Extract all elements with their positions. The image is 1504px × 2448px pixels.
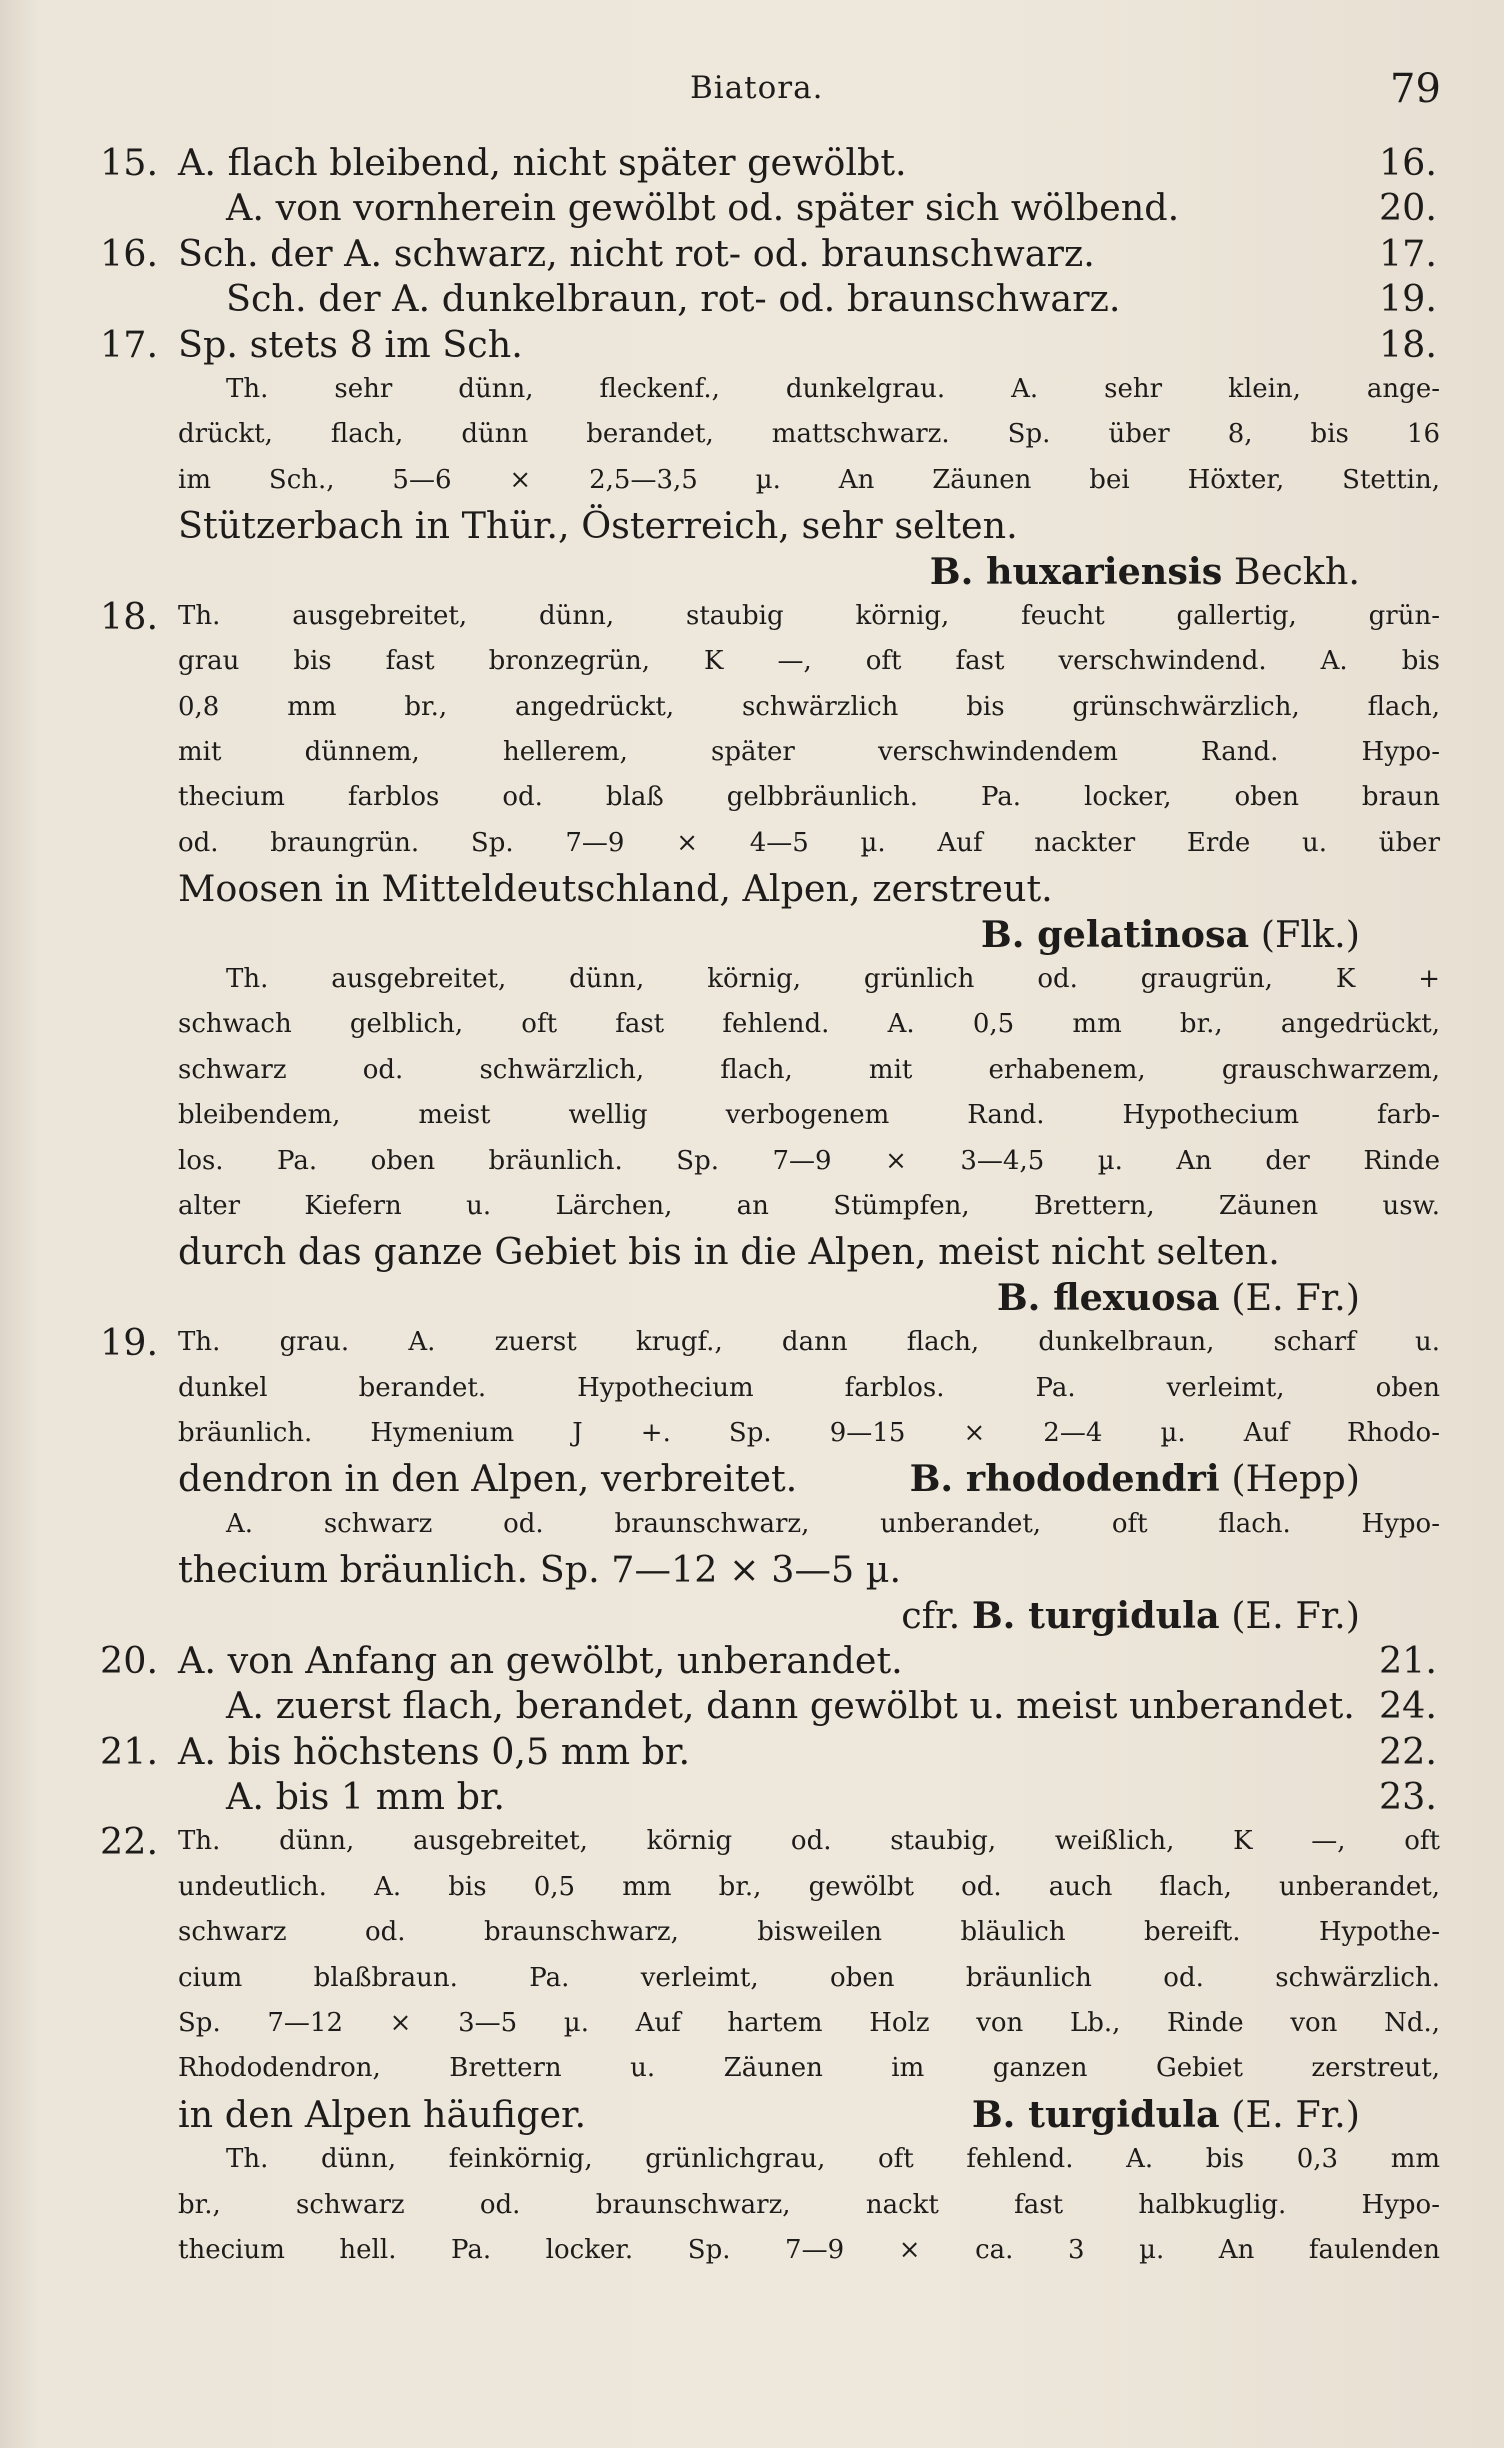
key-line-text: grau bis fast bronzegrün, K —, oft fast verschwindend. A. bis	[178, 646, 1440, 677]
couplet-number: 21.	[100, 1729, 159, 1773]
key-line-text: Th. dünn, ausgebreitet, körnig od. staubig, weißlich, K —, oft	[178, 1826, 1440, 1857]
key-line	[100, 1002, 1440, 1047]
species-binomial: B. huxariensis	[929, 549, 1223, 593]
key-line-text: Sp. 7—12 × 3—5 µ. Auf hartem Holz von Lb., Rinde von Nd.,	[178, 2008, 1440, 2039]
key-line-text: A. flach bleibend, nicht später gewölbt.	[178, 141, 907, 184]
key-line	[100, 957, 1440, 1002]
key-line	[100, 231, 1440, 276]
key-line	[100, 1956, 1440, 2001]
key-line-text: schwach gelblich, oft fast fehlend. A. 0,5 mm br., angedrückt,	[178, 1009, 1440, 1040]
key-line-text: bräunlich. Hymenium J +. Sp. 9—15 × 2—4 µ. Auf Rhodo-	[178, 1417, 1440, 1448]
species-author: (E. Fr.)	[1231, 1593, 1360, 1637]
key-line	[100, 1865, 1440, 1910]
species-author: (Flk.)	[1260, 912, 1360, 956]
key-line-text: in den Alpen häufiger.	[178, 2092, 587, 2136]
key-line-text: drückt, flach, dünn berandet, mattschwarz. Sp. über 8, bis 16	[178, 419, 1440, 450]
key-line-text: Th. ausgebreitet, dünn, staubig körnig, feucht gallertig, grün-	[178, 600, 1440, 631]
species-binomial: B. rhododendri	[909, 1457, 1220, 1501]
key-line	[100, 1638, 1440, 1683]
species-name	[997, 1275, 1360, 1320]
key-line	[100, 2092, 1440, 2137]
key-line	[100, 1547, 1440, 1592]
key-line-text: schwarz od. schwärzlich, flach, mit erhabenem, grauschwarzem,	[178, 1054, 1440, 1085]
key-line-text: A. bis 1 mm br.	[226, 1775, 505, 1819]
key-line	[100, 2001, 1440, 2046]
species-author: Beckh.	[1233, 549, 1360, 593]
key-line-text: bleibendem, meist wellig verbogenem Rand. Hypothecium farb-	[178, 1100, 1440, 1131]
key-line-text: schwarz od. braunschwarz, bisweilen bläulich bereift. Hypothe-	[178, 1917, 1440, 1948]
key-line-text: Sch. der A. dunkelbraun, rot- od. braunschwarz.	[226, 277, 1121, 321]
lead-reference: 20.	[1378, 186, 1437, 230]
lead-reference: 22.	[1378, 1729, 1437, 1773]
species-binomial: B. gelatinosa	[980, 912, 1250, 956]
couplet-number: 17.	[100, 322, 159, 366]
key-line	[100, 1048, 1440, 1093]
key-line	[100, 1275, 1440, 1320]
key-line-text: od. braungrün. Sp. 7—9 × 4—5 µ. Auf nackter Erde u. über	[178, 827, 1440, 858]
key-line-text: los. Pa. oben bräunlich. Sp. 7—9 × 3—4,5 µ. An der Rinde	[178, 1145, 1440, 1176]
key-line	[100, 549, 1440, 594]
key-line	[100, 2137, 1440, 2182]
key-line	[100, 821, 1440, 866]
species-name	[972, 2092, 1360, 2137]
lead-reference: 19.	[1378, 277, 1437, 321]
key-line-text: cium blaßbraun. Pa. verleimt, oben bräunlich od. schwärzlich.	[178, 1962, 1440, 1993]
lead-reference: 16.	[1378, 141, 1437, 184]
key-line	[100, 2183, 1440, 2228]
key-line	[100, 2046, 1440, 2091]
key-line	[100, 866, 1440, 911]
key-line	[100, 412, 1440, 457]
key-line-text: Rhododendron, Brettern u. Zäunen im ganzen Gebiet zerstreut,	[178, 2053, 1440, 2084]
species-name	[930, 549, 1360, 594]
couplet-number: 18.	[100, 594, 159, 638]
key-line	[100, 685, 1440, 730]
key-line	[100, 594, 1440, 639]
key-line	[100, 1411, 1440, 1456]
running-header-title: Biatora.	[690, 70, 824, 106]
couplet-number: 22.	[100, 1820, 159, 1864]
key-line	[100, 912, 1440, 957]
lead-reference: 18.	[1378, 322, 1437, 366]
key-line	[100, 1502, 1440, 1547]
couplet-number: 15.	[100, 141, 159, 184]
key-line-text: Sch. der A. schwarz, nicht rot- od. braunschwarz.	[178, 231, 1095, 275]
key-line-text: A. von Anfang an gewölbt, unberandet.	[178, 1638, 903, 1682]
key-line-text: 0,8 mm br., angedrückt, schwärzlich bis grünschwärzlich, flach,	[178, 691, 1440, 722]
key-line	[100, 730, 1440, 775]
key-line	[100, 322, 1440, 367]
key-line	[100, 458, 1440, 503]
key-line	[100, 1139, 1440, 1184]
species-binomial: B. turgidula	[971, 2092, 1220, 2136]
species-name	[910, 1456, 1360, 1501]
key-line	[100, 2228, 1440, 2273]
species-author: (E. Fr.)	[1231, 2092, 1360, 2136]
key-line-text: durch das ganze Gebiet bis in die Alpen, meist nicht selten.	[178, 1230, 1280, 1274]
key-line	[100, 140, 1440, 185]
species-author: (Hepp)	[1231, 1457, 1360, 1501]
key-line-text: Th. grau. A. zuerst krugf., dann flach, dunkelbraun, scharf u.	[178, 1327, 1440, 1358]
key-line-text: dunkel berandet. Hypothecium farblos. Pa. verleimt, oben	[178, 1372, 1440, 1403]
key-line-text: Sp. stets 8 im Sch.	[178, 322, 523, 366]
lead-reference: 21.	[1378, 1638, 1437, 1682]
key-line-text: A. zuerst flach, berandet, dann gewölbt u. meist unberandet.	[226, 1684, 1355, 1728]
couplet-number: 16.	[100, 231, 159, 275]
key-line	[100, 1729, 1440, 1774]
key-line-text: Moosen in Mitteldeutschland, Alpen, zerstreut.	[178, 867, 1053, 911]
key-text-body	[100, 140, 1440, 2273]
species-author: (E. Fr.)	[1231, 1275, 1360, 1319]
key-line-text: thecium hell. Pa. locker. Sp. 7—9 × ca. 3 µ. An faulenden	[178, 2234, 1440, 2265]
species-name	[901, 1593, 1360, 1638]
key-line	[100, 1366, 1440, 1411]
lead-reference: 23.	[1378, 1775, 1437, 1819]
species-binomial: B. flexuosa	[996, 1275, 1220, 1319]
key-line-text: alter Kiefern u. Lärchen, an Stümpfen, Brettern, Zäunen usw.	[178, 1190, 1440, 1221]
key-line	[100, 185, 1440, 230]
key-line	[100, 1683, 1440, 1728]
key-line-text: Th. ausgebreitet, dünn, körnig, grünlich od. graugrün, K +	[226, 964, 1440, 995]
key-line-text: im Sch., 5—6 × 2,5—3,5 µ. An Zäunen bei Höxter, Stettin,	[178, 464, 1440, 495]
key-line-text: mit dünnem, hellerem, später verschwindendem Rand. Hypo-	[178, 737, 1440, 768]
key-line-text: br., schwarz od. braunschwarz, nackt fast halbkuglig. Hypo-	[178, 2189, 1440, 2220]
key-line	[100, 1593, 1440, 1638]
key-line	[100, 1456, 1440, 1501]
key-line	[100, 367, 1440, 412]
lead-reference: 24.	[1378, 1684, 1437, 1728]
key-line	[100, 1774, 1440, 1819]
key-line-text: A. von vornherein gewölbt od. später sich wölbend.	[226, 186, 1180, 230]
key-line	[100, 775, 1440, 820]
key-line	[100, 1320, 1440, 1365]
key-line-text: undeutlich. A. bis 0,5 mm br., gewölbt od. auch flach, unberandet,	[178, 1871, 1440, 1902]
key-line	[100, 1229, 1440, 1274]
species-binomial: B. turgidula	[971, 1593, 1220, 1637]
key-line-text: A. bis höchstens 0,5 mm br.	[178, 1729, 691, 1773]
key-line-text: dendron in den Alpen, verbreitet.	[178, 1457, 798, 1501]
key-line-text: thecium farblos od. blaß gelbbräunlich. Pa. locker, oben braun	[178, 782, 1440, 813]
species-prefix: cfr.	[901, 1593, 961, 1637]
key-line	[100, 1093, 1440, 1138]
page-number: 79	[1390, 66, 1441, 112]
key-line	[100, 1184, 1440, 1229]
key-line	[100, 1910, 1440, 1955]
key-line-text: Stützerbach in Thür., Österreich, sehr selten.	[178, 504, 1018, 548]
key-line-text: Th. sehr dünn, fleckenf., dunkelgrau. A. sehr klein, ange-	[226, 373, 1440, 404]
key-line	[100, 503, 1440, 548]
lead-reference: 17.	[1378, 231, 1437, 275]
key-line-text: thecium bräunlich. Sp. 7—12 × 3—5 µ.	[178, 1548, 902, 1592]
key-line	[100, 639, 1440, 684]
couplet-number: 19.	[100, 1321, 159, 1365]
species-name	[981, 912, 1360, 957]
key-line	[100, 1819, 1440, 1864]
key-line-text: A. schwarz od. braunschwarz, unberandet, oft flach. Hypo-	[226, 1508, 1440, 1539]
key-line	[100, 276, 1440, 321]
key-line-text: Th. dünn, feinkörnig, grünlichgrau, oft fehlend. A. bis 0,3 mm	[226, 2144, 1440, 2175]
couplet-number: 20.	[100, 1638, 159, 1682]
